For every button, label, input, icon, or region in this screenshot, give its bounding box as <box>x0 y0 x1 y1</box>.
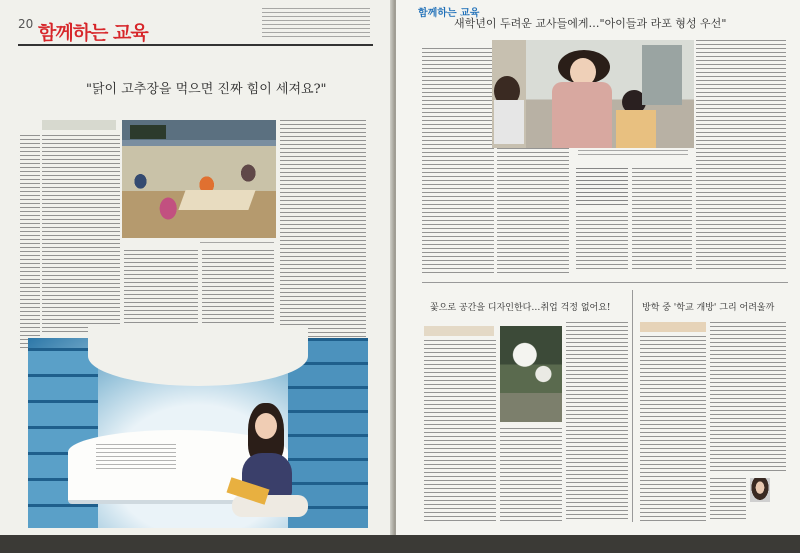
section-logo-right: 함께하는 교육 <box>418 8 480 19</box>
teacher-photo-caption <box>578 150 688 158</box>
header-blurb <box>262 8 370 40</box>
lead-box-tag <box>42 120 116 130</box>
background-strip <box>0 535 800 553</box>
lead-text-column <box>42 135 120 335</box>
classroom-photo <box>122 120 276 238</box>
teacher-article-col-4 <box>632 168 692 272</box>
teacher-article-col-5 <box>696 40 786 272</box>
reading-girl <box>228 403 308 523</box>
flower-photo <box>500 326 562 422</box>
pull-quote <box>576 168 628 208</box>
right-page <box>396 0 800 548</box>
afterschool-col-2 <box>710 322 786 472</box>
library-illustration <box>28 338 368 528</box>
flower-tag <box>424 326 494 336</box>
teacher-article-col-1 <box>422 48 494 273</box>
page-number: 20 <box>18 17 34 31</box>
flower-subhead: 꽃으로 공간을 디자인한다…취업 걱정 없어요! <box>430 303 611 313</box>
flower-article-col-3 <box>566 322 628 522</box>
body-column-0 <box>20 135 40 350</box>
flower-article-col-1 <box>424 340 496 522</box>
vertical-divider <box>632 290 633 522</box>
teacher-article-col-3 <box>576 212 628 272</box>
header-rule <box>18 44 373 46</box>
right-headline: 새학년이 두려운 교사들에게…"아이들과 라포 형성 우선" <box>454 17 727 30</box>
afterschool-col-1 <box>640 336 706 522</box>
left-page <box>0 0 392 553</box>
afterschool-subhead: 방학 중 '학교 개방' 그리 어려울까 <box>642 303 775 313</box>
teacher-photo <box>492 40 694 148</box>
left-headline: "닭이 고추장을 먹으면 진짜 힘이 세져요?" <box>86 82 327 97</box>
afterschool-tag <box>640 322 706 332</box>
section-divider <box>422 282 788 283</box>
book-quote-text <box>96 444 176 472</box>
flower-article-col-2 <box>500 428 562 522</box>
section-logo: 함께하는 교육 <box>38 22 148 44</box>
photo-caption <box>200 242 274 246</box>
afterschool-col-3 <box>710 478 746 522</box>
columnist-photo <box>750 478 770 502</box>
